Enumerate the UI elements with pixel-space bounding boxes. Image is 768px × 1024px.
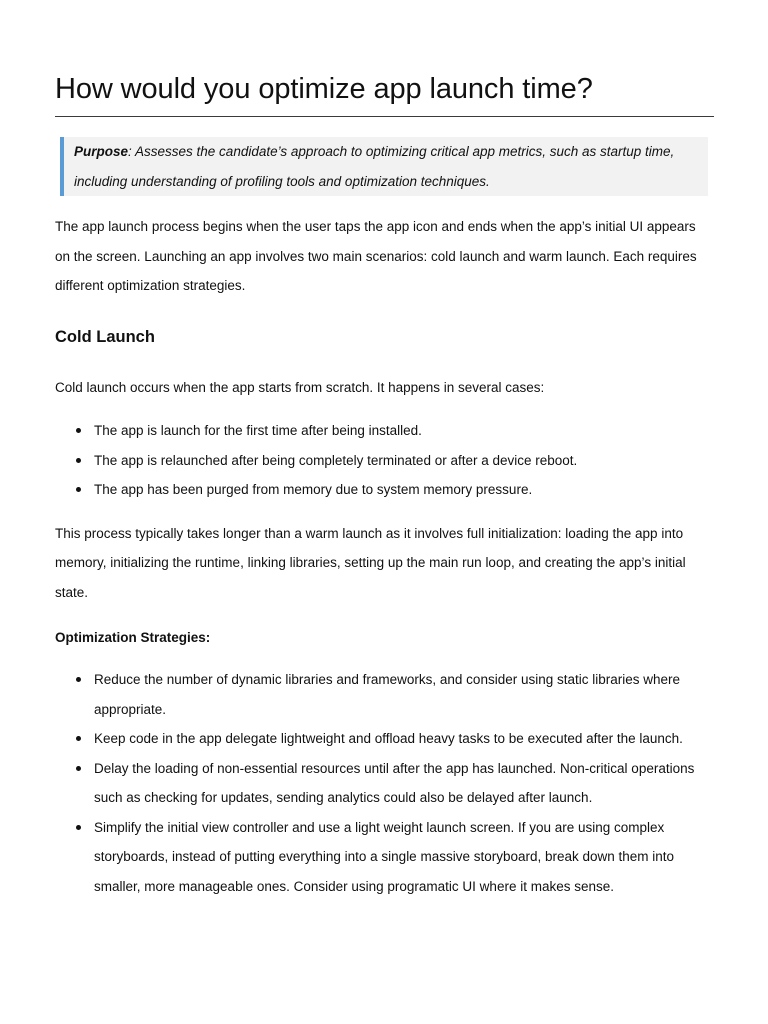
list-item: The app has been purged from memory due to system memory pressure. (94, 475, 714, 505)
cold-launch-heading: Cold Launch (55, 327, 155, 346)
cold-launch-cases-list (55, 416, 714, 505)
optimization-strategies-heading: Optimization Strategies: (55, 630, 211, 645)
list-item: The app is launch for the first time after being installed. (94, 416, 714, 446)
list-item: Reduce the number of dynamic libraries and frameworks, and consider using static libraries where appropriate. (94, 665, 714, 724)
list-item: Keep code in the app delegate lightweight and offload heavy tasks to be executed after the launch. (94, 724, 714, 754)
cold-launch-intro: Cold launch occurs when the app starts from scratch. It happens in several cases: (55, 379, 545, 395)
optimization-strategies-list (55, 665, 714, 901)
purpose-label: Purpose (74, 144, 129, 159)
purpose-callout (60, 137, 708, 196)
list-item: Simplify the initial view controller and use a light weight launch screen. If you are using complex storyboards, instead of putting everything into a single massive storyboard, break down them into smaller, more manageable ones. Consider using programatic UI where it makes sense. (94, 813, 714, 902)
title-divider (55, 116, 714, 117)
purpose-text: : Assesses the candidate’s approach to optimizing critical app metrics, such as startup time, including understanding of profiling tools and optimization techniques. (74, 144, 675, 189)
list-item: Delay the loading of non-essential resources until after the app has launched. Non-critical operations such as checking for updates, sending analytics could also be delayed after launch. (94, 754, 714, 813)
page-title: How would you optimize app launch time? (55, 73, 593, 105)
cold-launch-process-paragraph: This process typically takes longer than a warm launch as it involves full initialization: loading the app into memory, initializing the runtime, linking libraries, setting up the main run loop, and creating the app’s initial state. (55, 525, 686, 600)
list-item: The app is relaunched after being completely terminated or after a device reboot. (94, 446, 714, 476)
intro-paragraph: The app launch process begins when the user taps the app icon and ends when the app’s initial UI appears on the screen. Launching an app involves two main scenarios: cold launch and warm launch. Each requires different optimization strategies. (55, 219, 697, 293)
